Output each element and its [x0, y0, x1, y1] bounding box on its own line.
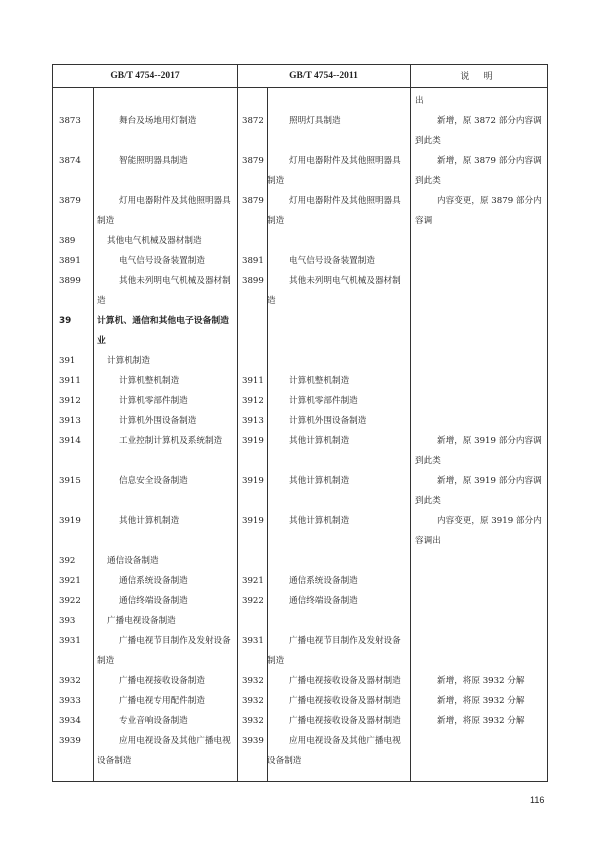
code-2017-cell: 3939: [59, 736, 81, 746]
page-number: 116: [530, 795, 545, 805]
code-2017-cell: 393: [59, 616, 76, 626]
code-2017-cell: 3873: [59, 116, 81, 126]
name-2011-cell: 计算机整机制造: [289, 376, 350, 386]
name-2011-cell: 通信终端设备制造: [289, 596, 358, 606]
name-2017-cell: 广播电视专用配件制造: [119, 696, 205, 706]
note-cell: 新增，原 3919 部分内容调到此类: [415, 436, 542, 466]
name-2017-cell: 其他电气机械及器材制造: [107, 236, 202, 246]
note-cell: 出: [415, 96, 424, 106]
header-gb2017: GB/T 4754--2017: [110, 71, 180, 81]
name-2011-cell: 广播电视节目制作及发射设备制造: [267, 636, 401, 666]
code-2011-cell: 3919: [242, 476, 264, 486]
code-2011-cell: 3919: [242, 436, 264, 446]
header-note: 说 明: [460, 71, 499, 81]
code-2011-cell: 3932: [242, 716, 264, 726]
name-2017-cell: 电气信号设备装置制造: [119, 256, 205, 266]
name-2017-cell: 广播电视设备制造: [107, 616, 176, 626]
note-cell: 新增，将原 3932 分解: [437, 716, 525, 726]
table-divider: [93, 87, 94, 781]
code-2017-cell: 39: [59, 316, 72, 326]
code-2017-cell: 3915: [59, 476, 81, 486]
name-2011-cell: 广播电视接收设备及器材制造: [289, 676, 401, 686]
code-2017-cell: 3922: [59, 596, 81, 606]
name-2017-cell: 计算机、通信和其他电子设备制造业: [97, 316, 229, 346]
code-2011-cell: 3931: [242, 636, 264, 646]
code-2017-cell: 392: [59, 556, 76, 566]
code-2017-cell: 3874: [59, 156, 81, 166]
code-2017-cell: 3891: [59, 256, 81, 266]
name-2017-cell: 通信设备制造: [107, 556, 159, 566]
name-2011-cell: 通信系统设备制造: [289, 576, 358, 586]
name-2011-cell: 灯用电器附件及其他照明器具制造: [267, 156, 401, 186]
name-2017-cell: 通信终端设备制造: [119, 596, 188, 606]
code-2011-cell: 3921: [242, 576, 264, 586]
code-2011-cell: 3922: [242, 596, 264, 606]
code-2017-cell: 3934: [59, 716, 81, 726]
name-2011-cell: 计算机外围设备制造: [289, 416, 367, 426]
note-cell: 新增，原 3872 部分内容调到此类: [415, 116, 542, 146]
name-2011-cell: 照明灯具制造: [289, 116, 341, 126]
name-2017-cell: 舞台及场地用灯制造: [119, 116, 197, 126]
code-2017-cell: 3914: [59, 436, 81, 446]
code-2011-cell: 3891: [242, 256, 264, 266]
name-2017-cell: 智能照明器具制造: [119, 156, 188, 166]
code-2011-cell: 3879: [242, 196, 264, 206]
code-2017-cell: 3912: [59, 396, 81, 406]
name-2017-cell: 工业控制计算机及系统制造: [119, 436, 223, 446]
classification-table: [52, 64, 548, 782]
note-cell: 内容变更，原 3879 部分内容调: [415, 196, 542, 226]
note-cell: 新增，原 3919 部分内容调到此类: [415, 476, 542, 506]
name-2017-cell: 其他未列明电气机械及器材制造: [97, 276, 231, 306]
code-2011-cell: 3899: [242, 276, 264, 286]
name-2017-cell: 广播电视接收设备制造: [119, 676, 205, 686]
name-2017-cell: 应用电视设备及其他广播电视设备制造: [97, 736, 231, 766]
code-2017-cell: 3932: [59, 676, 81, 686]
header-gb2011: GB/T 4754--2011: [289, 71, 358, 81]
note-cell: 新增，原 3879 部分内容调到此类: [415, 156, 542, 186]
name-2017-cell: 计算机零部件制造: [119, 396, 188, 406]
code-2017-cell: 391: [59, 356, 76, 366]
name-2011-cell: 广播电视接收设备及器材制造: [289, 696, 401, 706]
name-2011-cell: 其他计算机制造: [289, 476, 350, 486]
name-2017-cell: 专业音响设备制造: [119, 716, 188, 726]
code-2017-cell: 3921: [59, 576, 81, 586]
name-2011-cell: 其他未列明电气机械及器材制造: [267, 276, 401, 306]
note-cell: 新增，将原 3932 分解: [437, 676, 525, 686]
note-cell: 内容变更，原 3919 部分内容调出: [415, 516, 542, 546]
name-2017-cell: 信息安全设备制造: [119, 476, 188, 486]
code-2017-cell: 3931: [59, 636, 81, 646]
note-cell: 新增，将原 3932 分解: [437, 696, 525, 706]
code-2011-cell: 3879: [242, 156, 264, 166]
table-divider: [237, 65, 238, 781]
header-divider: [53, 87, 547, 88]
name-2017-cell: 计算机整机制造: [119, 376, 180, 386]
code-2011-cell: 3872: [242, 116, 264, 126]
name-2017-cell: 计算机外围设备制造: [119, 416, 197, 426]
code-2011-cell: 3932: [242, 696, 264, 706]
name-2017-cell: 灯用电器附件及其他照明器具制造: [97, 196, 231, 226]
name-2017-cell: 其他计算机制造: [119, 516, 180, 526]
code-2017-cell: 3899: [59, 276, 81, 286]
name-2017-cell: 通信系统设备制造: [119, 576, 188, 586]
name-2011-cell: 广播电视接收设备及器材制造: [289, 716, 401, 726]
name-2017-cell: 计算机制造: [107, 356, 150, 366]
name-2017-cell: 广播电视节目制作及发射设备制造: [97, 636, 231, 666]
name-2011-cell: 应用电视设备及其他广播电视设备制造: [267, 736, 401, 766]
name-2011-cell: 计算机零部件制造: [289, 396, 358, 406]
code-2011-cell: 3912: [242, 396, 264, 406]
code-2017-cell: 3933: [59, 696, 81, 706]
code-2017-cell: 3879: [59, 196, 81, 206]
table-divider: [410, 65, 411, 781]
code-2017-cell: 3913: [59, 416, 81, 426]
code-2011-cell: 3911: [242, 376, 264, 386]
name-2011-cell: 其他计算机制造: [289, 436, 350, 446]
code-2017-cell: 3911: [59, 376, 81, 386]
code-2017-cell: 3919: [59, 516, 81, 526]
code-2011-cell: 3932: [242, 676, 264, 686]
code-2011-cell: 3919: [242, 516, 264, 526]
name-2011-cell: 其他计算机制造: [289, 516, 350, 526]
code-2011-cell: 3913: [242, 416, 264, 426]
name-2011-cell: 电气信号设备装置制造: [289, 256, 375, 266]
name-2011-cell: 灯用电器附件及其他照明器具制造: [267, 196, 401, 226]
code-2017-cell: 389: [59, 236, 76, 246]
code-2011-cell: 3939: [242, 736, 264, 746]
